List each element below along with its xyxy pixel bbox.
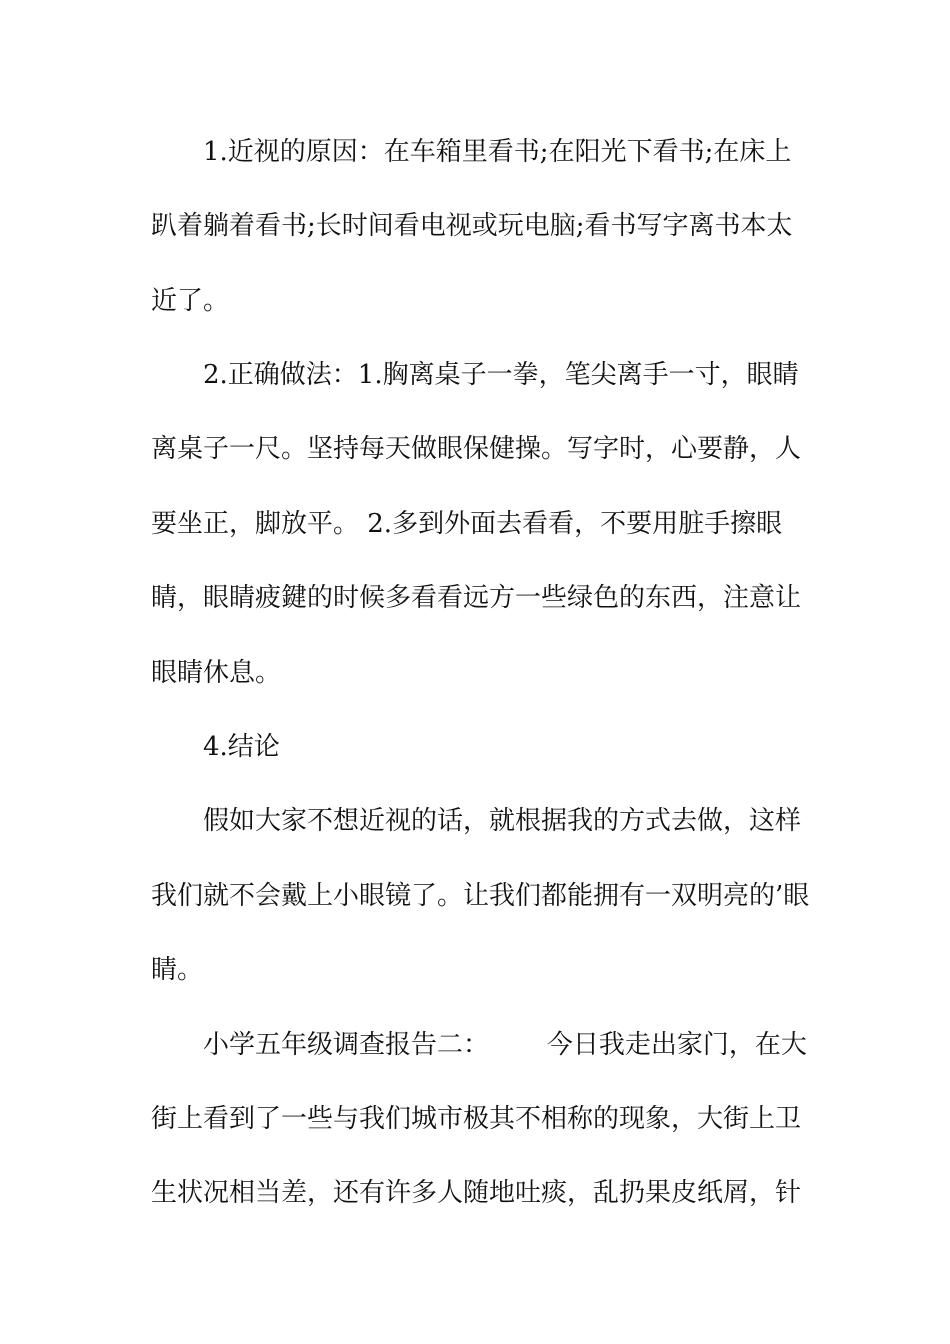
- text-line-15: 生状况相当差，还有许多人随地吐痰，乱扔果皮纸屑，针: [151, 1178, 802, 1208]
- text-line-12: 睛。: [151, 955, 204, 985]
- text-line-13: 小学五年级调查报告二： 今日我走出家门，在大: [203, 1030, 807, 1060]
- text-line-10: 假如大家不想近视的话，就根据我的方式去做，这样: [203, 806, 802, 836]
- text-line-3: 近了。: [151, 286, 230, 316]
- text-line-7: 睛，眼睛疲鍵的时候多看看远方一些绿色的东西，注意让: [151, 583, 802, 613]
- text-line-2: 趴着躺着看书;长时间看电视或玩电脑;看书写字离书本太: [151, 211, 793, 241]
- text-line-5: 离桌子一尺。坚持每天做眼保健操。写字时，心要静，人: [151, 434, 802, 464]
- text-line-4: 2.正确做法：1.胸离桌子一拳，笔尖离手一寸，眼睛: [203, 360, 799, 390]
- text-line-11: 我们就不会戴上小眼镜了。让我们都能拥有一双明亮的’眼: [151, 881, 810, 911]
- text-line-1: 1.近视的原因：在车箱里看书;在阳光下看书;在床上: [203, 137, 792, 167]
- text-line-6: 要坐正，脚放平。 2.多到外面去看看，不要用脏手擦眼: [151, 509, 783, 539]
- text-line-14: 街上看到了一些与我们城市极其不相称的现象，大街上卫: [151, 1104, 802, 1134]
- section-heading-conclusion: 4.结论: [203, 732, 280, 762]
- text-line-8: 眼睛休息。: [151, 658, 282, 688]
